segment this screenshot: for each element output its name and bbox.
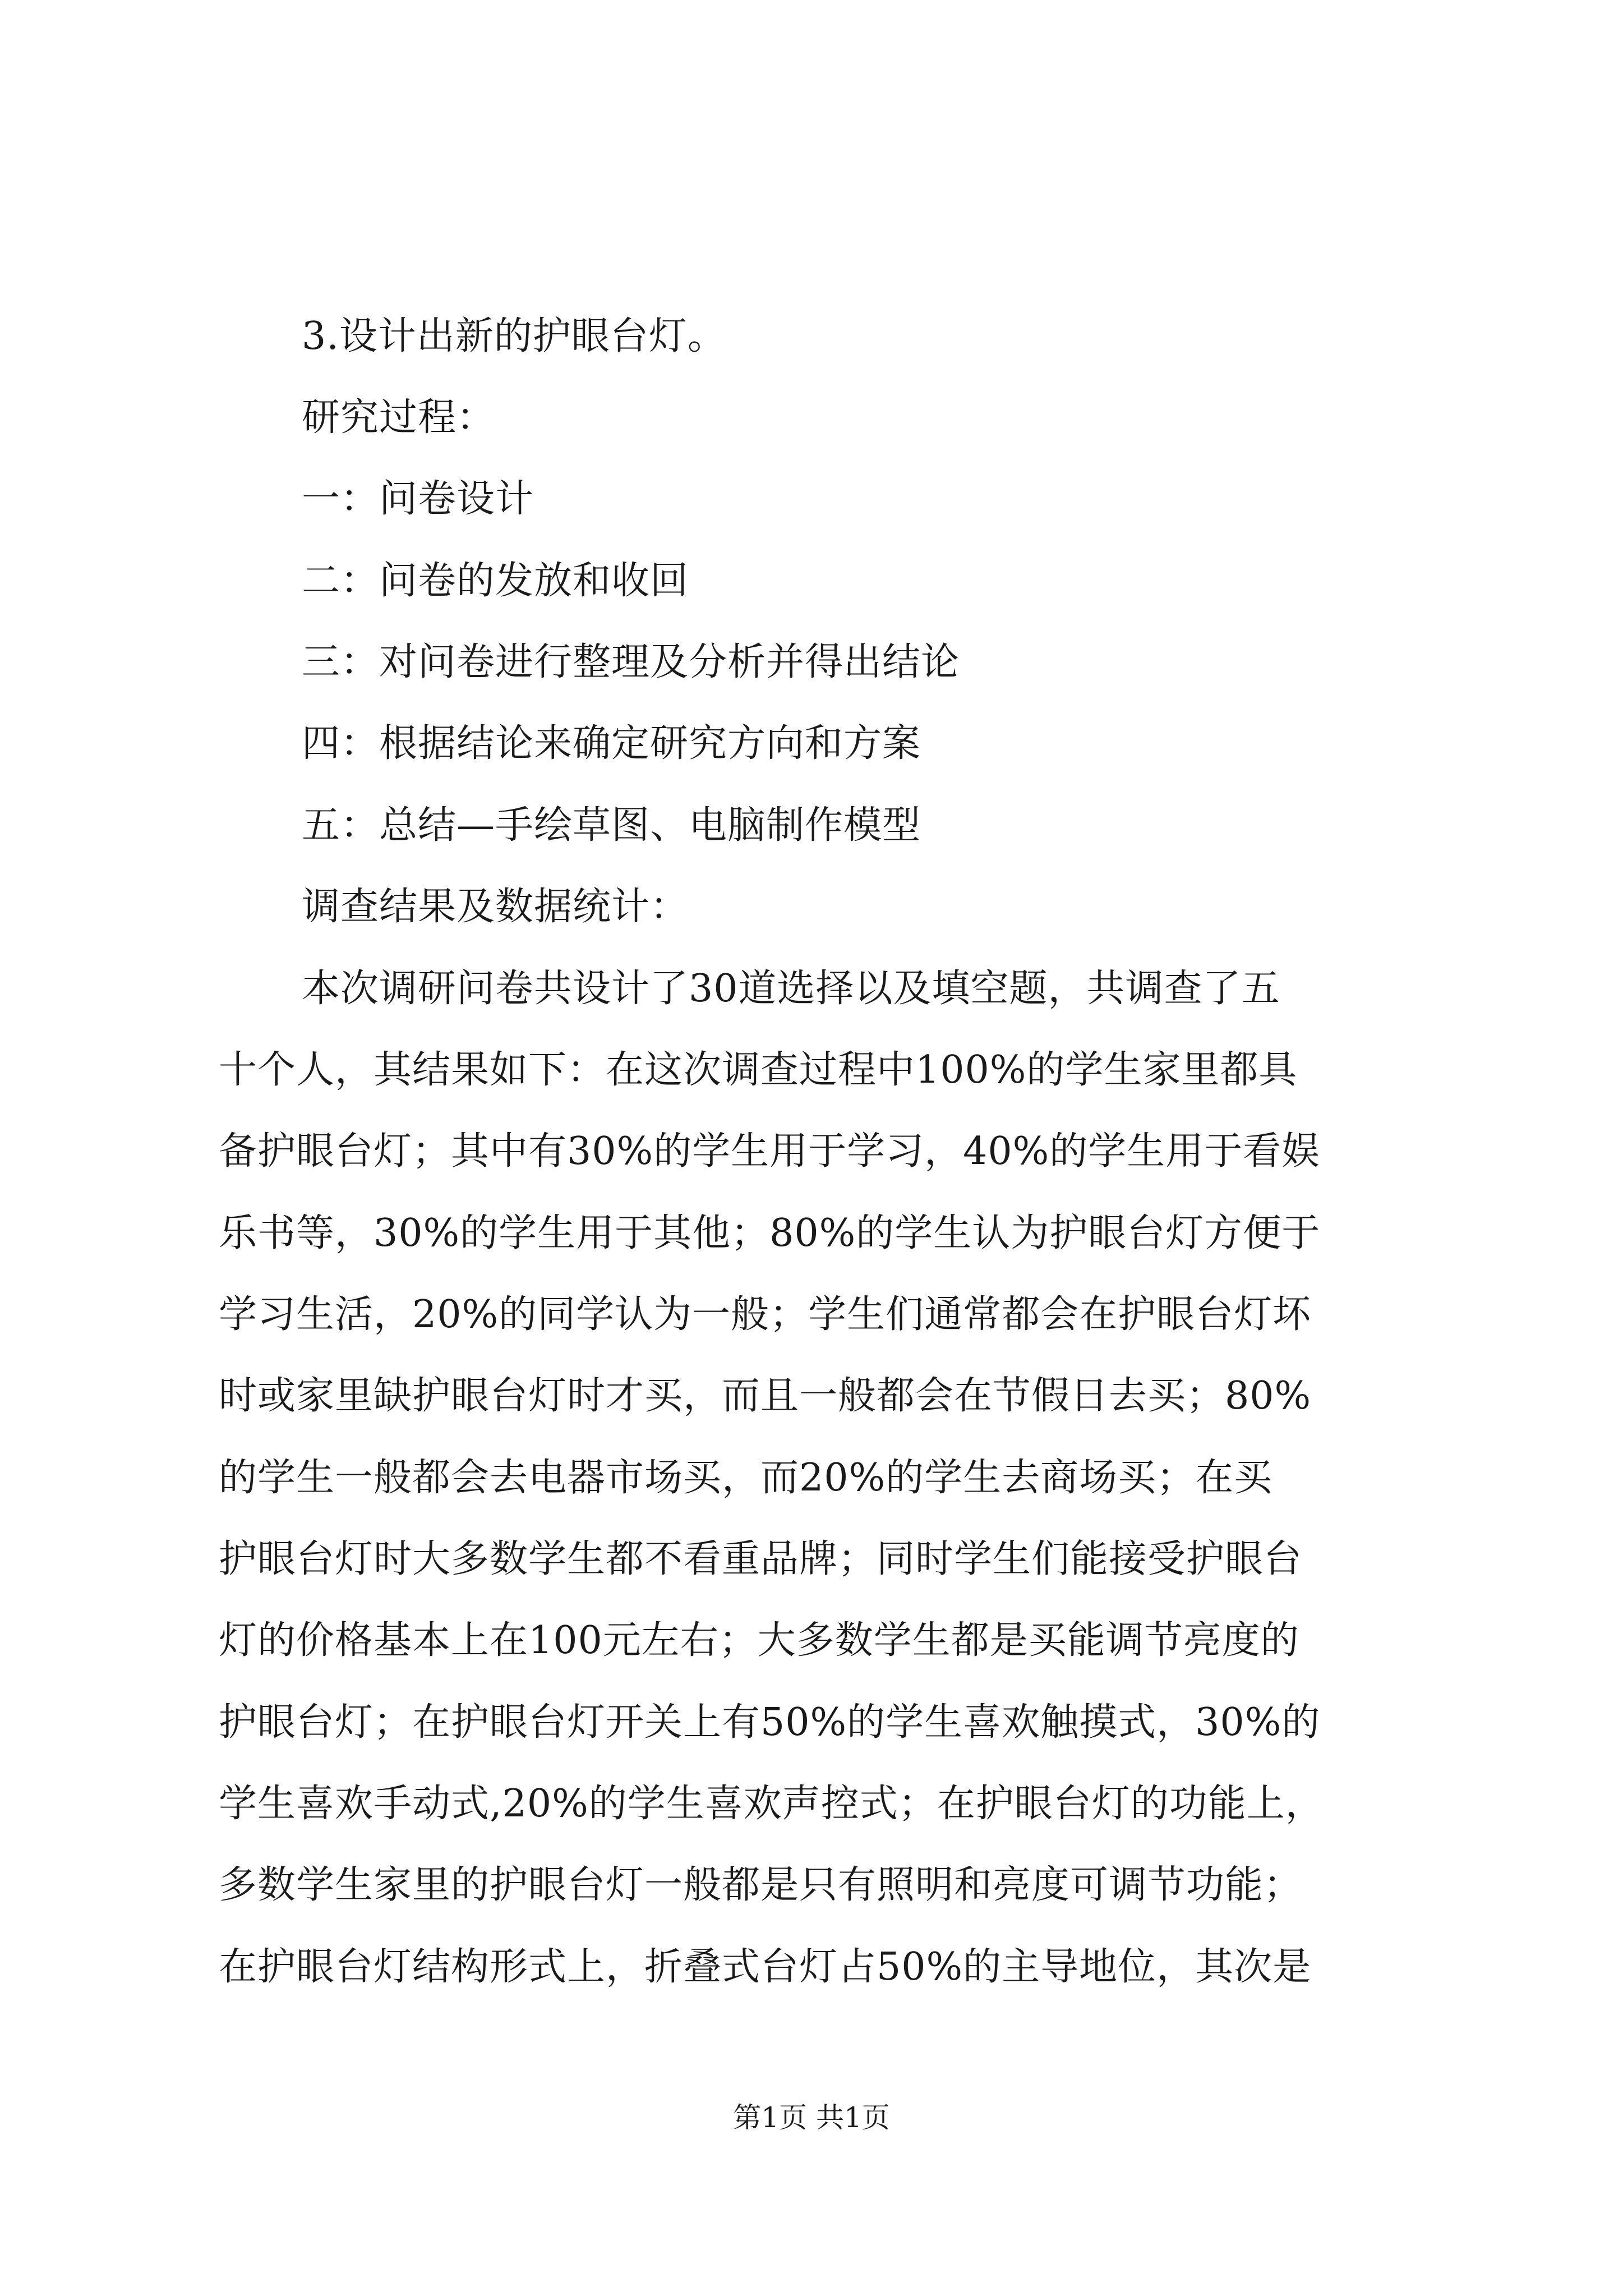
process-step-1: 一：问卷设计 — [302, 477, 534, 521]
paragraph-line: 乐书等，30%的学生用于其他；80%的学生认为护眼台灯方便于 — [219, 1211, 1321, 1255]
results-heading: 调查结果及数据统计： — [302, 885, 689, 929]
paragraph-line: 时或家里缺护眼台灯时才买，而且一般都会在节假日去买；80% — [219, 1374, 1312, 1418]
page-footer: 第1页 共1页 — [733, 2101, 890, 2134]
paragraph-line: 十个人，其结果如下：在这次调查过程中100%的学生家里都具 — [219, 1048, 1298, 1092]
process-step-3: 三：对问卷进行整理及分析并得出结论 — [302, 640, 960, 684]
paragraph-line: 多数学生家里的护眼台灯一般都是只有照明和亮度可调节功能； — [219, 1863, 1303, 1907]
paragraph-line: 灯的价格基本上在100元左右；大多数学生都是买能调节亮度的 — [219, 1618, 1299, 1663]
paragraph-line: 本次调研问卷共设计了30道选择以及填空题，共调查了五 — [302, 967, 1280, 1011]
paragraph-line: 学习生活，20%的同学认为一般；学生们通常都会在护眼台灯坏 — [219, 1292, 1312, 1337]
objective-item-3: 3.设计出新的护眼台灯。 — [302, 314, 726, 358]
paragraph-line: 护眼台灯；在护眼台灯开关上有50%的学生喜欢触摸式，30%的 — [219, 1700, 1321, 1745]
process-step-2: 二：问卷的发放和收回 — [302, 559, 689, 603]
paragraph-line: 学生喜欢手动式,20%的学生喜欢声控式；在护眼台灯的功能上， — [219, 1782, 1324, 1826]
process-step-4: 四：根据结论来确定研究方向和方案 — [302, 721, 921, 766]
paragraph-line: 在护眼台灯结构形式上，折叠式台灯占50%的主导地位，其次是 — [219, 1945, 1312, 1989]
paragraph-line: 护眼台灯时大多数学生都不看重品牌；同时学生们能接受护眼台 — [219, 1537, 1303, 1581]
paragraph-line: 备护眼台灯；其中有30%的学生用于学习，40%的学生用于看娱 — [219, 1129, 1321, 1174]
process-heading: 研究过程： — [302, 395, 496, 440]
process-step-5: 五：总结—手绘草图、电脑制作模型 — [302, 803, 921, 848]
paragraph-line: 的学生一般都会去电器市场买，而20%的学生去商场买；在买 — [219, 1456, 1273, 1500]
